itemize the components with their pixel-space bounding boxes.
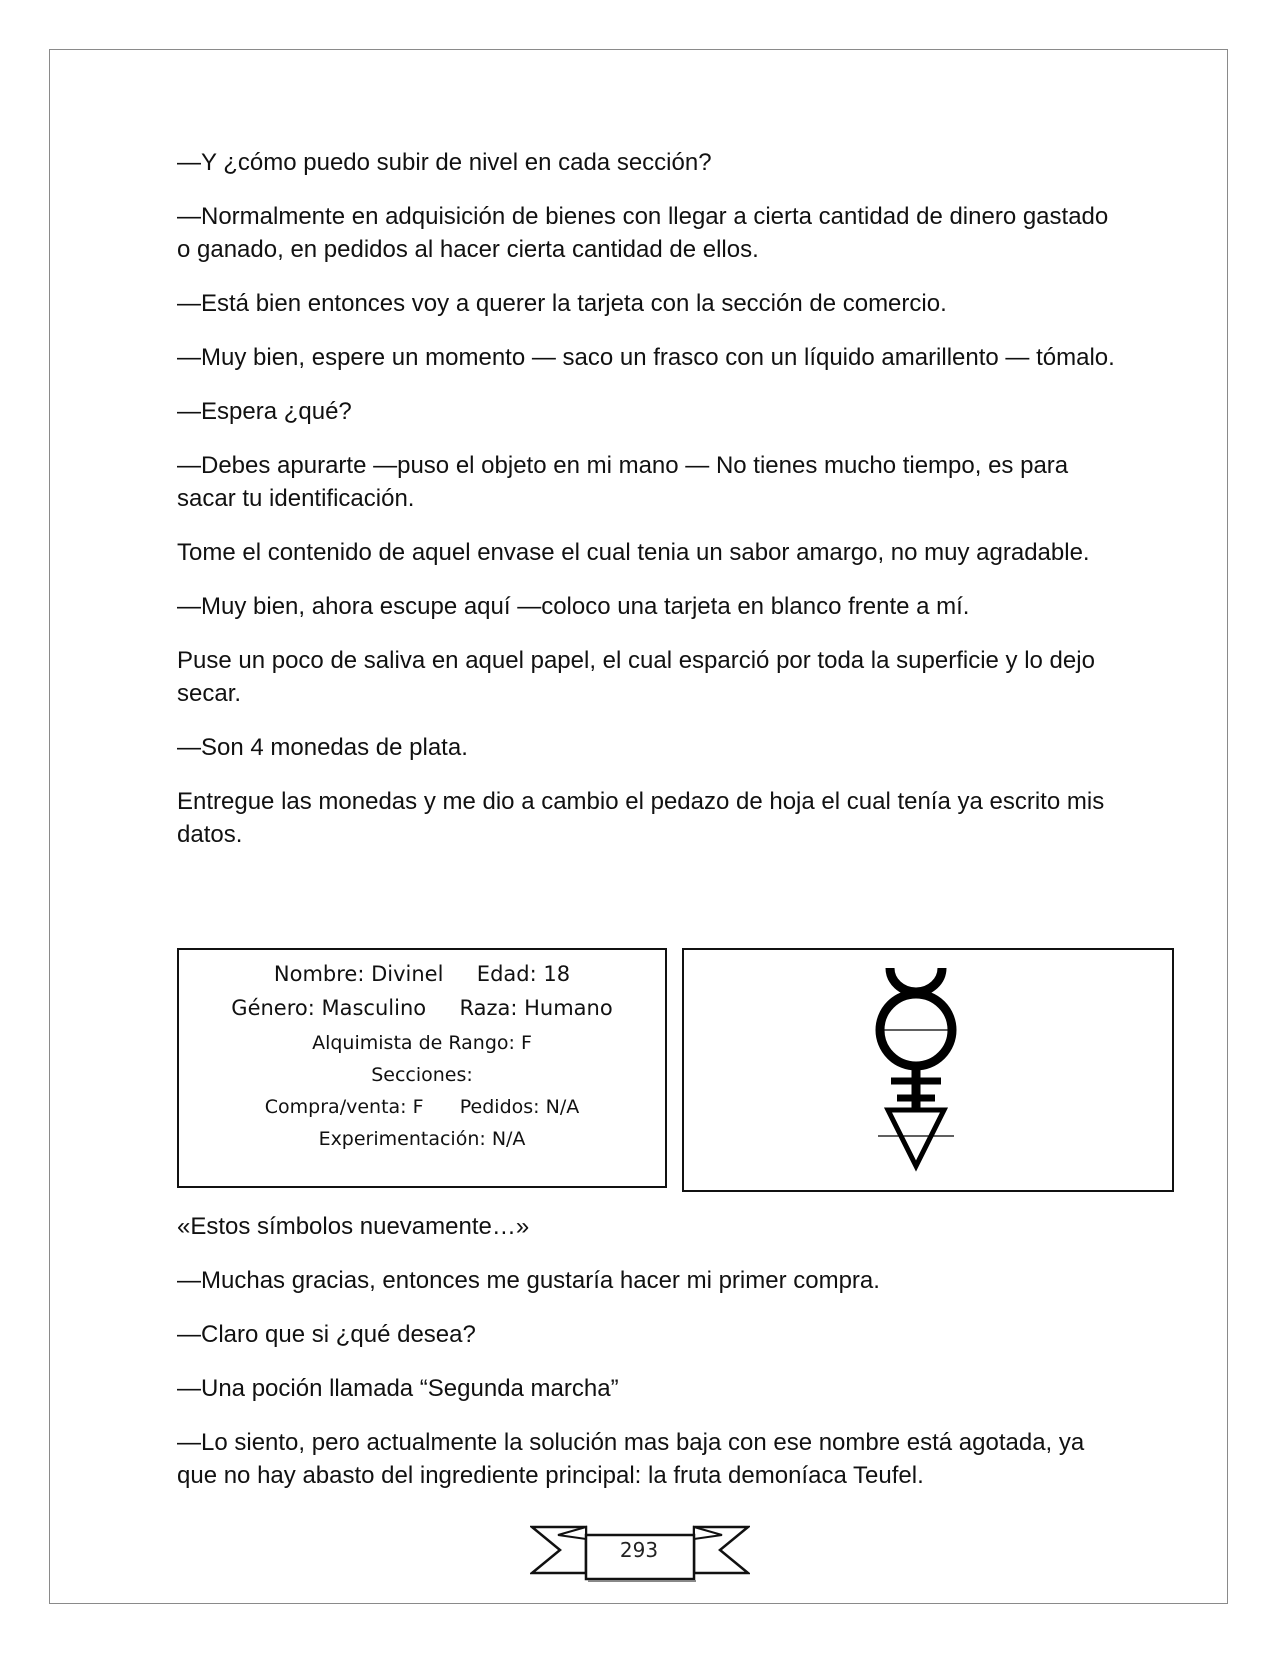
paragraph: Entregue las monedas y me dio a cambio el pedazo de hoja el cual tenía ya escrito mis datos. <box>177 788 1105 848</box>
paragraph: —Normalmente en adquisición de bienes con llegar a cierta cantidad de dinero gastado o ganado, en pedidos al hacer cierta cantidad de ellos. <box>177 203 1109 263</box>
paragraph: —Claro que si ¿qué desea? <box>177 1321 476 1348</box>
paragraph: —Y ¿cómo puedo subir de nivel en cada sección? <box>177 149 712 176</box>
paragraph: —Son 4 monedas de plata. <box>177 734 468 761</box>
paragraph: —Una poción llamada “Segunda marcha” <box>177 1375 619 1402</box>
card-name-age: Nombre: Divinel Edad: 18 <box>273 962 571 986</box>
paragraph: Puse un poco de saliva en aquel papel, el cual esparció por toda la superficie y lo dejo secar. <box>177 647 1095 707</box>
id-card-box <box>177 948 667 1188</box>
paragraph: —Está bien entonces voy a querer la tarjeta con la sección de comercio. <box>177 290 947 317</box>
paragraph: Tome el contenido de aquel envase el cual tenia un sabor amargo, no muy agradable. <box>177 539 1090 566</box>
card-sections-trade: Compra/venta: F Pedidos: N/A <box>264 1096 580 1118</box>
symbol-box <box>682 948 1174 1192</box>
page-number: 293 <box>619 1538 659 1562</box>
paragraph: «Estos símbolos nuevamente…» <box>177 1213 530 1240</box>
card-sections-experiment: Experimentación: N/A <box>318 1128 526 1150</box>
body-text-bottom <box>177 1210 1117 1513</box>
paragraph: —Muchas gracias, entonces me gustaría hacer mi primer compra. <box>177 1267 880 1294</box>
paragraph: —Espera ¿qué? <box>177 398 352 425</box>
card-gender-race: Género: Masculino Raza: Humano <box>231 996 613 1020</box>
card-sections-title: Secciones: <box>371 1064 473 1086</box>
body-text-top <box>177 146 1117 872</box>
paragraph: —Muy bien, espere un momento — saco un frasco con un líquido amarillento — tómalo. <box>177 344 1115 371</box>
paragraph: —Debes apurarte —puso el objeto en mi mano — No tienes mucho tiempo, es para sacar tu identificación. <box>177 452 1069 512</box>
paragraph: —Lo siento, pero actualmente la solución mas baja con ese nombre está agotada, ya que no hay abasto del ingrediente principal: la fruta demoníaca Teufel. <box>177 1429 1085 1489</box>
paragraph: —Muy bien, ahora escupe aquí —coloco una tarjeta en blanco frente a mí. <box>177 593 970 620</box>
card-rank: Alquimista de Rango: F <box>312 1032 532 1054</box>
alchemy-mercury-symbol-icon <box>684 950 1172 1190</box>
